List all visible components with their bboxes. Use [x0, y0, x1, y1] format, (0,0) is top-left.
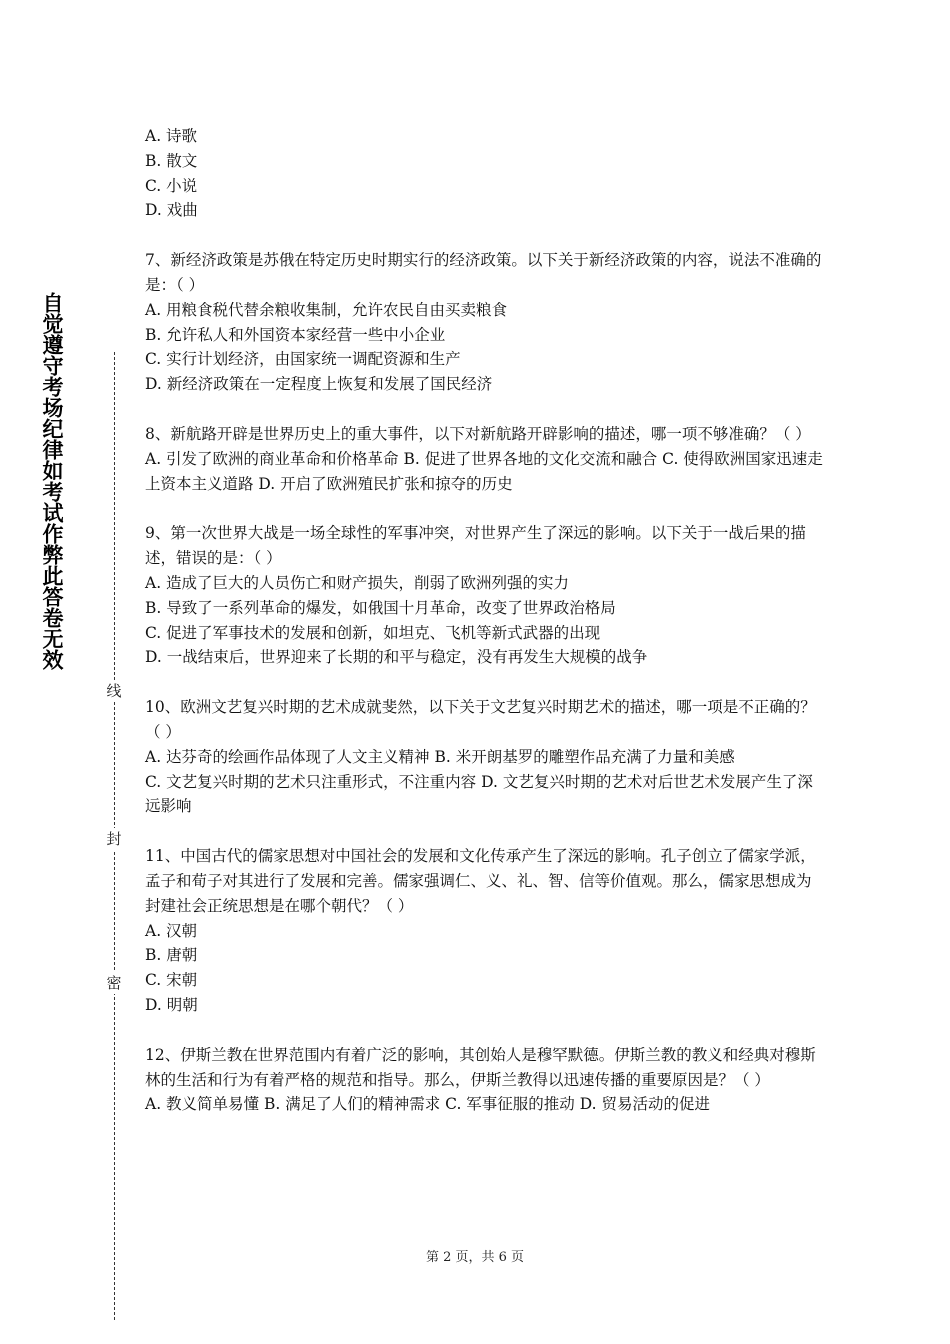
question-stem: 11、中国古代的儒家思想对中国社会的发展和文化传承产生了深远的影响。孔子创立了儒家学派，孟子和荀子对其进行了发展和完善。儒家强调仁、义、礼、智、信等价值观。那么，儒家思想成为封建社会正统思想是在哪个朝代？（ ）	[145, 847, 816, 915]
option-b: B. 唐朝	[145, 946, 198, 965]
question-stem: 8、新航路开辟是世界历史上的重大事件，以下对新航路开辟影响的描述，哪一项不够准确？（ ）	[145, 424, 811, 443]
option-d: D. 一战结束后，世界迎来了长期的和平与稳定，没有再发生大规模的战争	[145, 648, 648, 667]
question-8	[145, 422, 825, 496]
question-12	[145, 1043, 825, 1117]
question-9	[145, 521, 825, 670]
option-a: A. 汉朝	[145, 921, 198, 940]
options-inline: A. 引发了欧洲的商业革命和价格革命 B. 促进了世界各地的文化交流和融合 C. 使得欧洲国家迅速走上资本主义道路 D. 开启了欧洲殖民扩张和掠夺的历史	[145, 449, 823, 493]
option-b: B. 导致了一系列革命的爆发，如俄国十月革命，改变了世界政治格局	[145, 598, 616, 617]
options-line-2: C. 文艺复兴时期的艺术只注重形式，不注重内容 D. 文艺复兴时期的艺术对后世艺术发展产生了深远影响	[145, 772, 813, 816]
option-d: D. 戏曲	[145, 201, 198, 220]
question-7	[145, 248, 825, 397]
question-list	[145, 124, 825, 1142]
option-b: B. 散文	[145, 151, 198, 170]
option-c: C. 小说	[145, 176, 198, 195]
question-stem: 12、伊斯兰教在世界范围内有着广泛的影响，其创始人是穆罕默德。伊斯兰教的教义和经典对穆斯林的生活和行为有着严格的规范和指导。那么，伊斯兰教得以迅速传播的重要原因是？（ ）	[145, 1045, 816, 1089]
question-stem: 9、第一次世界大战是一场全球性的军事冲突，对世界产生了深远的影响。以下关于一战后果的描述，错误的是：（ ）	[145, 524, 806, 568]
option-c: C. 促进了军事技术的发展和创新，如坦克、飞机等新式武器的出现	[145, 623, 601, 642]
option-b: B. 允许私人和外国资本家经营一些中小企业	[145, 325, 446, 344]
option-d: D. 明朝	[145, 995, 198, 1014]
question-10	[145, 695, 825, 819]
option-a: A. 诗歌	[145, 127, 198, 145]
page-number: 第 2 页，共 6 页	[425, 1250, 525, 1265]
option-a: A. 造成了巨大的人员伤亡和财产损失，削弱了欧洲列强的实力	[145, 573, 570, 592]
seal-char-secret: 密	[102, 972, 126, 994]
options-inline: A. 教义简单易懂 B. 满足了人们的精神需求 C. 军事征服的推动 D. 贸易活动的促进	[145, 1095, 710, 1114]
option-d: D. 新经济政策在一定程度上恢复和发展了国民经济	[145, 375, 493, 394]
option-c: C. 宋朝	[145, 971, 198, 990]
exam-discipline-warning: 自觉遵守考场纪律如考试作弊此答卷无效	[40, 292, 64, 670]
seal-char-seal: 封	[102, 828, 126, 850]
question-6-continued	[145, 124, 825, 223]
question-11	[145, 844, 825, 1018]
options-line-1: A. 达芬奇的绘画作品体现了人文主义精神 B. 米开朗基罗的雕塑作品充满了力量和美感	[145, 747, 735, 766]
question-stem: 7、新经济政策是苏俄在特定历史时期实行的经济政策。以下关于新经济政策的内容，说法不准确的是：（ ）	[145, 251, 822, 294]
option-a: A. 用粮食税代替余粮收集制，允许农民自由买卖粮食	[145, 300, 508, 319]
question-stem: 10、欧洲文艺复兴时期的艺术成就斐然，以下关于文艺复兴时期艺术的描述，哪一项是不正确的？（ ）	[145, 698, 816, 741]
option-c: C. 实行计划经济，由国家统一调配资源和生产	[145, 350, 461, 369]
seal-char-line: 线	[102, 680, 126, 702]
